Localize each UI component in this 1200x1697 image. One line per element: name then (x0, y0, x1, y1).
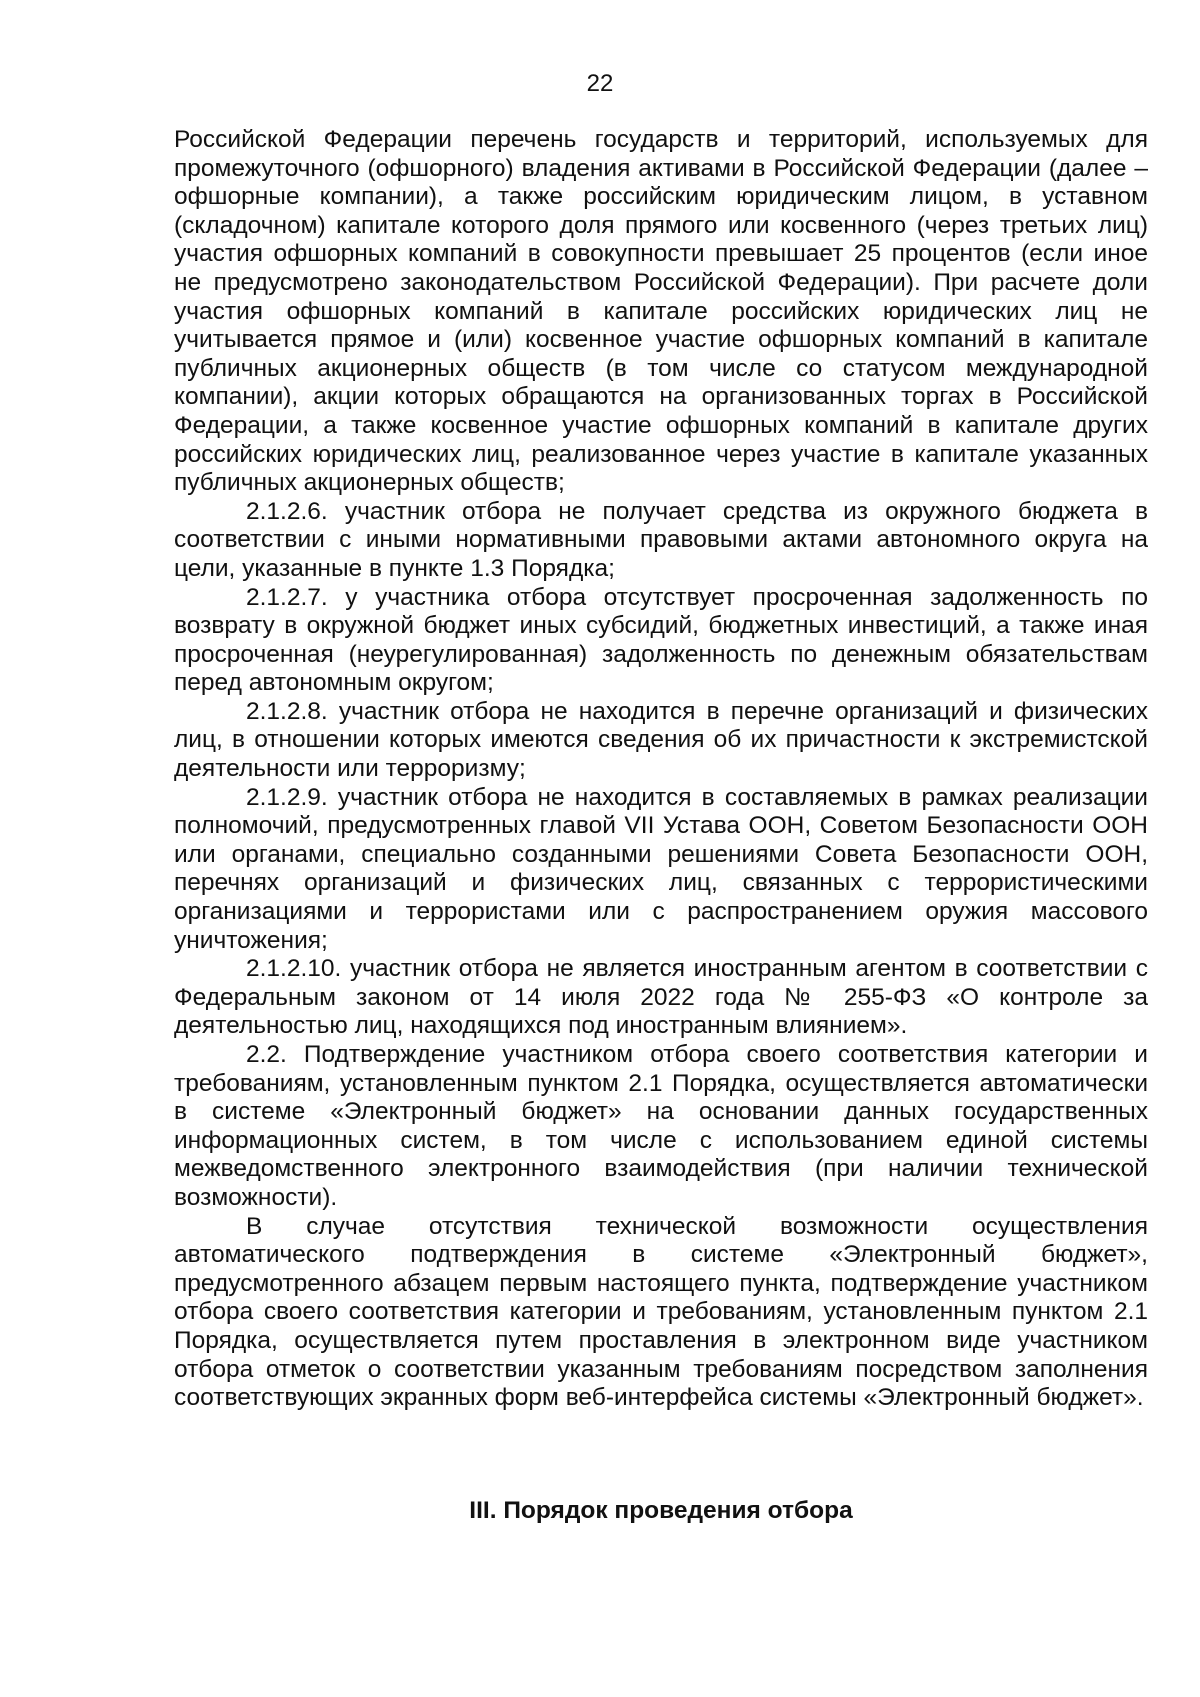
paragraph-2-2: 2.2. Подтверждение участником отбора своего соответствия категории и требованиям, установленным пунктом 2.1 Порядка, осуществляется автоматически в системе «Электронный бюджет» на основании данных государственных информационных систем, в том числе с использованием единой системы межведомственного электронного взаимодействия (при наличии технической возможности). (174, 1041, 1148, 1211)
paragraph-2-1-2-8: 2.1.2.8. участник отбора не находится в перечне организаций и физических лиц, в отношении которых имеются сведения об их причастности к экстремистской деятельности или терроризму; (174, 697, 1148, 783)
paragraph-2-2-manual-confirmation: В случае отсутствия технической возможности осуществления автоматического подтверждения в системе «Электронный бюджет», предусмотренного абзацем первым настоящего пункта, подтверждение участником отбора своего соответствия категории и требованиям, установленным пунктом 2.1 Порядка, осуществляется путем проставления в электронном виде участником отбора отметок о соответствии указанным требованиям посредством заполнения соответствующих экранных форм веб-интерфейса системы «Электронный бюджет». (174, 1212, 1148, 1412)
document-body (174, 126, 1148, 1413)
paragraph-2-1-2-9: 2.1.2.9. участник отбора не находится в составляемых в рамках реализации полномочий, предусмотренных главой VII Устава ООН, Советом Безопасности ООН или органами, специально созданными решениями Совета Безопасности ООН, перечнях организаций и физических лиц, связанных с террористическими организациями и террористами или с распространением оружия массового уничтожения; (174, 783, 1148, 954)
page-number: 22 (586, 70, 614, 97)
paragraph-2-1-2-6: 2.1.2.6. участник отбора не получает средства из окружного бюджета в соответствии с иными нормативными правовыми актами автономного округа на цели, указанные в пункте 1.3 Порядка; (174, 497, 1148, 582)
paragraph-2-1-2-7: 2.1.2.7. у участника отбора отсутствует просроченная задолженность по возврату в окружной бюджет иных субсидий, бюджетных инвестиций, а также иная просроченная (неурегулированная) задолженность по денежным обязательствам перед автономным округом; (174, 583, 1148, 697)
paragraph-offshore-continuation: Российской Федерации перечень государств и территорий, используемых для промежуточного (офшорного) владения активами в Российской Федерации (далее – офшорные компании), а также российским юридическим лицом, в уставном (складочном) капитале которого доля прямого или косвенного (через третьих лиц) участия офшорных компаний в совокупности превышает 25 процентов (если иное не предусмотрено законодательством Российской Федерации). При расчете доли участия офшорных компаний в капитале российских юридических лиц не учитывается прямое и (или) косвенное участие офшорных компаний в капитале публичных акционерных обществ (в том числе со статусом международной компании), акции которых обращаются на организованных торгах в Российской Федерации, а также косвенное участие офшорных компаний в капитале других российских юридических лиц, реализованное через участие в капитале указанных публичных акционерных обществ; (174, 126, 1148, 497)
paragraph-2-1-2-10: 2.1.2.10. участник отбора не является иностранным агентом в соответствии с Федеральным законом от 14 июля 2022 года № 255-ФЗ «О контроле за деятельностью лиц, находящихся под иностранным влиянием». (174, 955, 1148, 1040)
section-heading: III. Порядок проведения отбора (469, 1497, 853, 1524)
